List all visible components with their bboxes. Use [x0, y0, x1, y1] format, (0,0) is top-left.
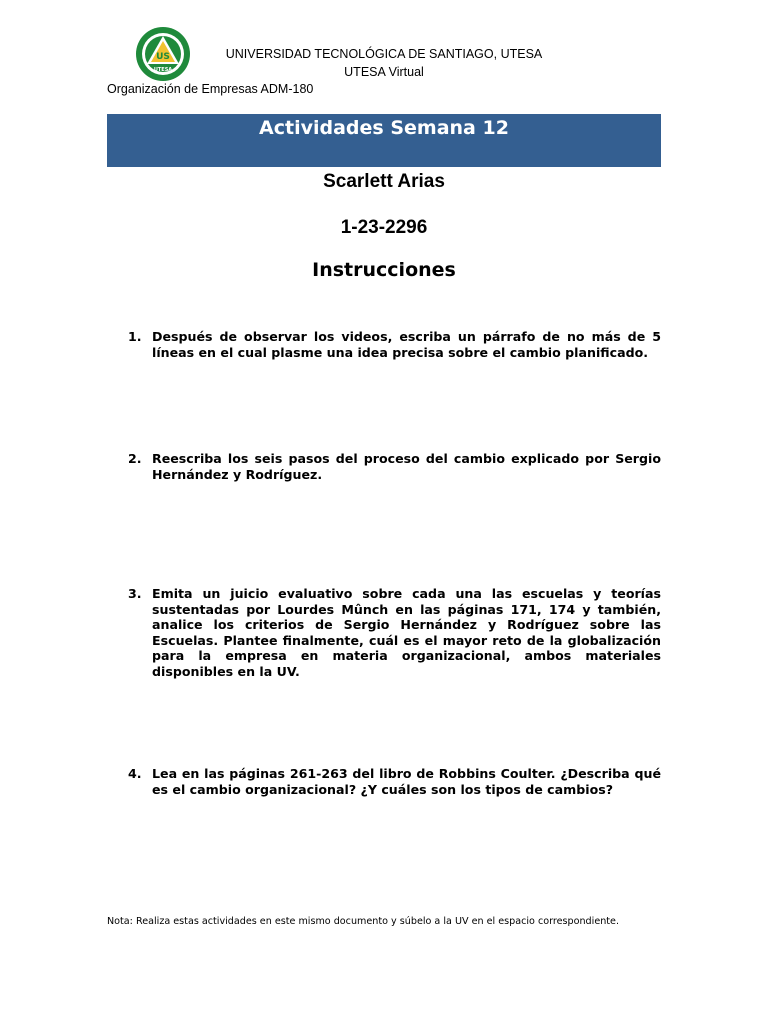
question-text: Lea en las páginas 261-263 del libro de Robbins Coulter. ¿Describa qué es el cambio organizacional? ¿Y cuáles son los tipos de cambios?: [152, 766, 661, 797]
student-id: 1-23-2296: [340, 217, 428, 238]
svg-text:US: US: [156, 52, 170, 62]
question-text: Después de observar los videos, escriba un párrafo de no más de 5 líneas en el cual plasme una idea precisa sobre el cambio planificado.: [152, 329, 661, 360]
section-title: Instrucciones: [312, 259, 456, 281]
question-item: [128, 766, 661, 797]
question-number: 1.: [128, 329, 142, 344]
student-name: Scarlett Arias: [323, 171, 445, 192]
page-title: Actividades Semana 12: [259, 117, 509, 139]
question-item: [128, 451, 661, 482]
question-number: 2.: [128, 451, 142, 466]
university-name: UNIVERSIDAD TECNOLÓGICA DE SANTIAGO, UTESA: [225, 47, 543, 61]
campus-name: UTESA Virtual: [344, 65, 424, 79]
question-item: [128, 329, 661, 360]
question-text: Reescriba los seis pasos del proceso del cambio explicado por Sergio Hernández y Rodríguez.: [152, 451, 661, 482]
utesa-logo: [135, 26, 191, 82]
footer-note: Nota: Realiza estas actividades en este mismo documento y súbelo a la UV en el espacio correspondiente.: [107, 916, 620, 927]
title-banner: [107, 114, 661, 167]
question-number: 3.: [128, 586, 142, 601]
svg-text:UTESA: UTESA: [153, 67, 173, 73]
question-item: [128, 586, 661, 679]
question-text: Emita un juicio evaluativo sobre cada una las escuelas y teorías sustentadas por Lourdes Mûnch en las páginas 171, 174 y también, analice los criterios de Sergio Hernández y Rodríguez sobre las Escuelas. Plantee finalmente, cuál es el mayor reto de la globalización para la empresa en materia organizacional, ambos materiales disponibles en la UV.: [152, 586, 661, 679]
question-number: 4.: [128, 766, 142, 781]
course-name: Organización de Empresas ADM-180: [107, 82, 314, 96]
